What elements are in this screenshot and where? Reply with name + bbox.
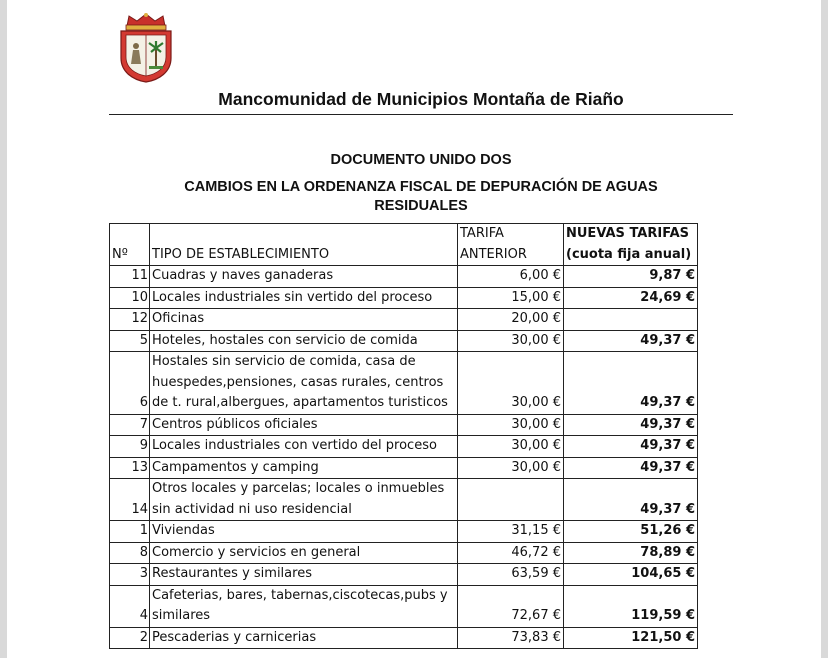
tariff-table [109,223,698,649]
row-establishment-type: Restaurantes y similares [150,564,458,586]
document-page [7,0,821,658]
table-row [110,521,698,543]
row-number: 8 [110,542,150,564]
row-previous-tariff: 30,00 € [458,352,564,415]
row-new-tariff: 78,89 € [564,542,698,564]
row-number: 13 [110,457,150,479]
row-number: 10 [110,287,150,309]
row-establishment-type: Otros locales y parcelas; locales o inmuebles sin actividad ni uso residencial [150,479,458,521]
row-number: 2 [110,627,150,649]
row-previous-tariff: 73,83 € [458,627,564,649]
header-establishment-type: TIPO DE ESTABLECIMIENTO [150,224,458,266]
row-establishment-type: Comercio y servicios en general [150,542,458,564]
row-number: 12 [110,309,150,331]
table-row [110,414,698,436]
header-previous-tariff [458,224,564,266]
row-number: 5 [110,330,150,352]
header-new-tariff-line1: NUEVAS TARIFAS [566,226,690,241]
row-new-tariff: 49,37 € [564,479,698,521]
row-number: 9 [110,436,150,458]
document-title: DOCUMENTO UNIDO DOS [330,152,512,168]
row-new-tariff: 121,50 € [564,627,698,649]
row-number: 11 [110,266,150,288]
table-row [110,564,698,586]
header-number: Nº [110,224,150,266]
row-number: 14 [110,479,150,521]
row-establishment-type: Centros públicos oficiales [150,414,458,436]
row-new-tariff: 49,37 € [564,436,698,458]
row-number: 1 [110,521,150,543]
table-row [110,479,698,521]
row-establishment-type: Pescaderias y carnicerias [150,627,458,649]
row-previous-tariff: 46,72 € [458,542,564,564]
row-previous-tariff: 30,00 € [458,414,564,436]
table-row [110,352,698,415]
row-previous-tariff: 20,00 € [458,309,564,331]
row-new-tariff: 49,37 € [564,414,698,436]
row-establishment-type: Hoteles, hostales con servicio de comida [150,330,458,352]
row-new-tariff: 119,59 € [564,585,698,627]
row-establishment-type: Cuadras y naves ganaderas [150,266,458,288]
table-row [110,436,698,458]
row-previous-tariff: 6,00 € [458,266,564,288]
row-new-tariff: 104,65 € [564,564,698,586]
row-new-tariff: 9,87 € [564,266,698,288]
row-establishment-type: Locales industriales sin vertido del proceso [150,287,458,309]
table-row [110,266,698,288]
row-new-tariff: 49,37 € [564,457,698,479]
row-previous-tariff [458,479,564,521]
row-previous-tariff: 15,00 € [458,287,564,309]
table-row [110,457,698,479]
table-row [110,309,698,331]
table-header-row [110,224,698,266]
header-previous-tariff-line2: ANTERIOR [460,246,527,262]
row-number: 4 [110,585,150,627]
row-previous-tariff: 31,15 € [458,521,564,543]
row-new-tariff: 49,37 € [564,330,698,352]
row-previous-tariff: 30,00 € [458,330,564,352]
row-new-tariff: 49,37 € [564,352,698,415]
table-row [110,542,698,564]
row-establishment-type: Campamentos y camping [150,457,458,479]
row-previous-tariff: 63,59 € [458,564,564,586]
organization-title: Mancomunidad de Municipios Montaña de Riaño [218,89,624,109]
row-number: 7 [110,414,150,436]
row-establishment-type: Oficinas [150,309,458,331]
table-row [110,585,698,627]
row-previous-tariff: 30,00 € [458,457,564,479]
row-number: 3 [110,564,150,586]
header-new-tariff-line2: (cuota fija anual) [566,246,692,262]
municipal-coat-of-arms-icon [115,12,177,84]
row-new-tariff [564,309,698,331]
header-divider [109,114,733,115]
row-establishment-type: Locales industriales con vertido del proceso [150,436,458,458]
table-row [110,330,698,352]
row-establishment-type: Cafeterias, bares, tabernas,ciscotecas,pubs y similares [150,585,458,627]
row-establishment-type: Hostales sin servicio de comida, casa de huespedes,pensiones, casas rurales, centros de t. rural,albergues, apartamentos turisticos [150,352,458,415]
table-row [110,627,698,649]
row-establishment-type: Viviendas [150,521,458,543]
table-row [110,287,698,309]
document-subtitle: CAMBIOS EN LA ORDENANZA FISCAL DE DEPURACIÓN DE AGUAS RESIDUALES [184,179,658,214]
row-previous-tariff: 30,00 € [458,436,564,458]
header-new-tariff [564,224,698,266]
row-previous-tariff: 72,67 € [458,585,564,627]
row-number: 6 [110,352,150,415]
row-new-tariff: 24,69 € [564,287,698,309]
row-new-tariff: 51,26 € [564,521,698,543]
header-previous-tariff-line1: TARIFA [460,226,504,241]
